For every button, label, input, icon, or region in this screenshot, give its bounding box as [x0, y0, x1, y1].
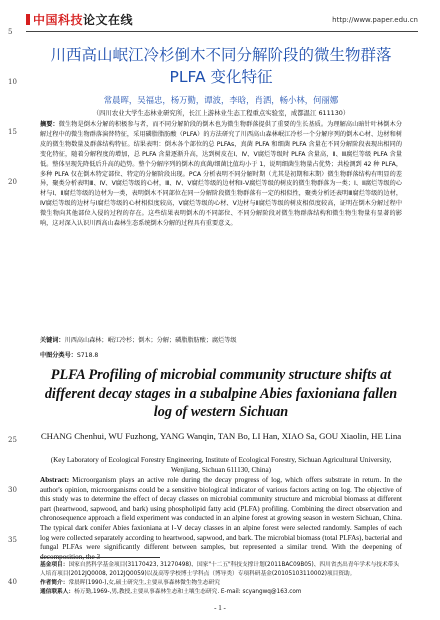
correspondence-text: 杨万勤,1969-,男,教授,主要从事森林生态和土壤生态研究. E-mail: scyangwq@163.com [74, 588, 302, 595]
line-number: 35 [8, 536, 17, 544]
footnotes [40, 561, 402, 597]
chinese-keywords-label: 关键词： [40, 337, 65, 344]
footnote-funding [40, 561, 402, 579]
line-number: 15 [8, 128, 17, 136]
english-authors: CHANG Chenhui, WU Fuzhong, YANG Wanqin, TAN Bo, LI Han, XIAO Sa, GOU Xiaolin, HE Lina [40, 431, 402, 441]
chinese-abstract-label: 摘要： [40, 121, 59, 128]
chinese-abstract-text: 微生物是倒木分解的积极参与者，而不同分解阶段的倒木也为微生物群落提供了重要的生长基质。为理解高山暗针叶林倒木分解过程中的微生物群落演替特征，采用磷脂脂肪酸（PLFA）的方法研究了川西高山森林岷江冷杉一个分解序列的倒木心材、边材和树皮的微生物数量及群落结构特征。结果表明：倒木各个部位的总 PLFAs，真菌 PLFA 和细菌 PLFA 含量在不同分解阶段表现出相同的变化特征，随着分解程度的增加，总 PLFA 含量逐渐升高，达到树皮在Ⅰ、Ⅳ、Ⅴ腐烂等级时 PLFA 含量高，Ⅱ、Ⅲ腐烂等级 PLFA 含量低。整体呈现先降低后升高的趋势。整个分解序列的倒木的真菌/细菌比值均小于 1，说明细菌生物量占优势；共检测到 42 种 PLFA，多种 PLFA 仅在倒木特定部位、特定的分解阶段出现。PCA 分析表明不同分解时期（尤其是初期和末期）微生物群落结构有明显的差异，聚类分析表明Ⅲ、Ⅳ、Ⅴ腐烂等级的心材，Ⅲ、Ⅳ、Ⅴ腐烂等级的边材和Ⅰ-Ⅴ腐烂等级的树皮的微生物群落为一类；Ⅰ、Ⅱ腐烂等级的心材与Ⅰ、Ⅱ腐烂等级的边材为一类，表明倒木不同部位在同一分解阶段微生物群落有一定的相似性，聚类分析还表明Ⅲ腐烂等级的边材，Ⅳ腐烂等级的边材与Ⅰ腐烂等级的心材相似度较高，Ⅴ腐烂等级的心材、Ⅴ边材与Ⅱ腐烂等级的树皮相似度较高，证明在倒木分解过程中微生物向其他部位入侵的过程的存在。这些结果表明倒木的不同部位、不同分解阶段对微生物群落结构和微生物生物量有显著的影响，这对深入认识川西高山森林生态系统倒木分解的过程具有重要意义。 [40, 121, 402, 228]
footnote-divider [40, 557, 160, 558]
line-number: 40 [8, 578, 17, 586]
correspondence-label: 通信联系人： [40, 588, 75, 595]
english-abstract-text: Microorganism plays an active role during the decay progress of log, which offers substrate in return. In the author's opinion, microorganisms could be a sensitive biological indicator of various factors acting on log. The objective of this study was to determine the effect of decay classes on microbial community structure and microbial biomass at different part (heartwood, sapwood, and bark) using phospholipid fatty acid (PLFA) profiling. Combining the direct observation and chronosequence approach a field experiment was conducted in an alpine forest at growing season in western Sichuan, China. The typical dark conifer Abies faxioniana at Ⅰ-Ⅴ decay classes in an alpine forest were selected randomly. Samples of each log were collected separately according to heartwood, sapwood, and bark. The microbial biomass (total PLFAs), bacterial and fungal PLFAs were significantly different between samples, but represented a similar trend. With the deepening of decomposition, the 3 [40, 476, 402, 561]
footnote-author-bio [40, 579, 402, 588]
classification-label: 中图分类号： [40, 352, 77, 359]
classification-number [40, 350, 402, 359]
funding-label: 基金项目： [40, 562, 69, 568]
english-affiliation: (Key Laboratory of Ecological Forestry Engineering, Institute of Ecological Forestry, Sichuan Agricultural University, Wenjiang, Sichuan 611130, China) [50, 456, 392, 474]
footnote-correspondence [40, 588, 402, 597]
logo-text-red: 中国科技 [33, 13, 84, 27]
line-number: 20 [8, 178, 17, 186]
logo-mark-icon [26, 14, 30, 25]
chinese-authors: 常晨晖，吴福忠，杨万勤，谭波，李晗，肖洒，畅小林，何丽娜 [103, 95, 339, 105]
page-header [26, 10, 418, 32]
site-logo[interactable] [26, 11, 133, 28]
english-title: PLFA Profiling of microbial community structure shifts at different decay stages in a subalpine Abies faxioniana fallen log of western Sichuan [44, 367, 398, 420]
funding-text: 国家自然科学基金项目(31170423, 31270498)、国家"十二五"科技支撑计划(2011BAC09B05)、四川省杰出青年学术与技术带头人培育项目(2012JQ0008, 2012JQ0059)以及高等学校博士学科点（博导类）专项科研基金(20105103110002)项目资助。 [40, 562, 400, 577]
site-url[interactable]: http://www.paper.edu.cn [332, 16, 418, 24]
line-number: 10 [8, 78, 17, 86]
chinese-keywords-text: 川西高山森林；岷江冷杉；倒木；分解；磷脂脂肪酸；腐烂等级 [64, 337, 237, 344]
chinese-affiliation: （四川农业大学生态林业研究所，长江上游林业生态工程重点实验室，成都温江 611130） [92, 109, 350, 117]
line-number: 5 [8, 28, 13, 36]
classification-value: S718.8 [76, 352, 99, 359]
chinese-abstract [40, 120, 402, 229]
chinese-keywords [40, 336, 402, 346]
english-abstract [40, 476, 402, 562]
logo-text-dark: 论文在线 [83, 13, 134, 27]
english-abstract-label: Abstract: [40, 476, 70, 484]
line-number: 25 [8, 436, 17, 444]
author-bio-label: 作者简介： [40, 579, 69, 586]
page-number: - 1 - [214, 604, 226, 612]
author-bio-text: 常晨晖(1990-),女,硕士研究生,主要从事森林微生物生态研究 [68, 579, 220, 586]
chinese-title: 川西高山岷江冷杉倒木不同分解阶段的微生物群落 PLFA 变化特征 [50, 46, 392, 86]
line-number: 30 [8, 486, 17, 494]
